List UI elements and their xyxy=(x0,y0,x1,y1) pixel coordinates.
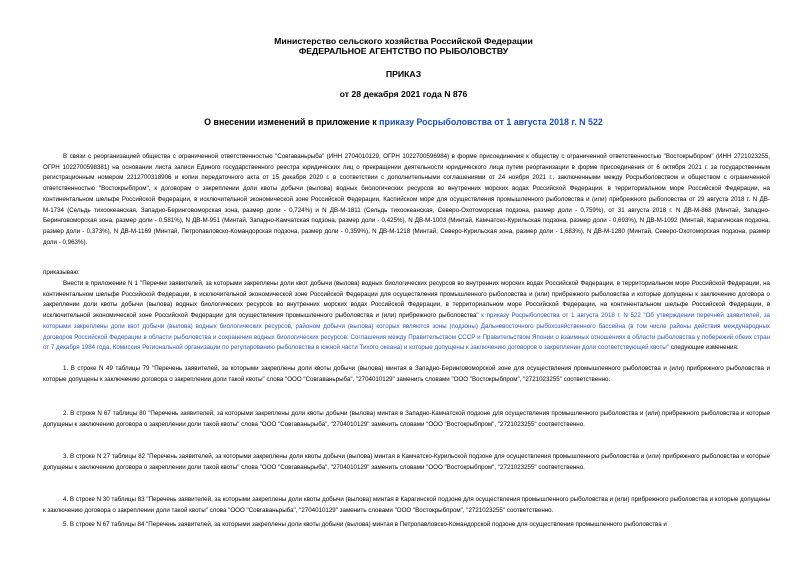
document-title xyxy=(0,117,807,127)
preamble-text: В связи с реорганизацией общества с ограниченной ответственностью "Совгаваньрыба" (ИНН 2704010129, ОГРН 1022700596984) в форме присоединения к обществу с ограниченной ответственностью "Востокрыбпром" (ИНН 2721023255, ОГРН 1022700598381) на основании листа записи Единого государственного реестра юридических лиц о прекращении деятельности юридического лица путем реорганизации в форме присоединения от 6 октября 2021 г. за государственным регистрационным номером 2212700318906 и копии передаточного акта от 15 декабря 2020 г. в соответствии с дополнительными соглашениями от 24 ноября 2021 г., заключенными между Росрыболовством и обществом с ограниченной ответственностью "Востокрыбпром", к договорам о закреплении доли квоты добычи (вылова) водных биологических ресурсов во внутренних морских водах Российской Федерации, в территориальном море Российской Федерации, на континентальном шельфе Российской Федерации, в исключительной экономической зоне Российской Федерации, Каспийском море для осуществления промышленного рыболовства и (или) прибрежного рыболовства от 29 августа 2018 г. N ДВ-М-1734 (Сельдь тихоокеанская, Западно-Беринговоморская зона, размер доли - 0,724%) и N ДВ-М-1811 (Сельдь тихоокеанская, Северо-Охотоморская подзона, размер доли - 0,759%), от 31 августа 2018 г. N ДВ-М-868 (Минтай, Западно-Беринговоморская зона, размер доли - 0,581%), N ДВ-М-951 (Минтай, Западно-Камчатская подзона, размер доли - 0,425%), N ДВ-М-1003 (Минтай, Камчатско-Курильская подзона, размер доли - 0,693%), N ДВ-М-1092 (Минтай, Карагинская подзона, размер доли - 0,373%), N ДВ-М-1169 (Минтай, Петропавловско-Командорская подзона, размер доли - 0,359%), N ДВ-М-1218 (Минтай, Северо-Курильская зона, размер доли - 1,683%), N ДВ-М-1280 (Минтай, Северо-Охотоморская подзона, размер доли - 0,963%). xyxy=(43,153,770,246)
agency-heading: ФЕДЕРАЛЬНОЕ АГЕНТСТВО ПО РЫБОЛОВСТВУ xyxy=(298,46,509,56)
ministry-heading: Министерство сельского хозяйства Российской Федерации xyxy=(274,36,533,46)
prikazyvayu-paragraph xyxy=(43,268,770,279)
item-1 xyxy=(43,364,770,385)
item-5-text: 5. В строке N 67 таблицы 84 "Перечень заявителей, за которыми закреплены доли квоты добычи (вылова) минтая в Петропавловско-Командорской подзоне для осуществления промышленного рыболовства и xyxy=(63,521,667,528)
amendment-paragraph xyxy=(43,279,770,354)
amendment-text xyxy=(43,279,770,354)
item-3 xyxy=(43,452,770,473)
item-4-text: 4. В строке N 30 таблицы 83 "Перечень заявителей, за которыми закреплены доли квоты добычи (вылова) минтая в Карагинской подзоне для осуществления промышленного рыболовства и (или) прибрежного рыболовства и которые допущены к заключению договора о закреплении доли такой квоты" слова "ООО "Совгаваньрыба", "2704010129" заменить словами "ООО "Востокрыбпром", "2721023255" соответственно. xyxy=(43,496,770,514)
item-1-text: 1. В строке N 49 таблицы 79 "Перечень заявителей, за которыми закреплены доли квоты добычи (вылова) минтая в Западно-Беринговоморской зоне для осуществления промышленного рыболовства и (или) прибрежного рыболовства и которые допущены к заключению договора о закреплении доли такой квоты" слова "ООО "Совгаваньрыба", "2704010129" заменить словами "ООО "Востокрыбпром", "2721023255" соответственно. xyxy=(43,365,770,383)
title-prefix: О внесении изменений в приложение к xyxy=(204,117,380,127)
amendment-text-end: следующие изменения: xyxy=(668,344,739,352)
title-link[interactable]: приказу Росрыболовства от 1 августа 2018 г. N 522 xyxy=(379,117,603,127)
prikazyvayu-text: приказываю: xyxy=(43,269,80,276)
item-3-text: 3. В строке N 27 таблицы 82 "Перечень заявителей, за которыми закреплены доли квоты добычи (вылова) минтая в Камчатско-Курильской подзоне для осуществления промышленного рыболовства и (или) прибрежного рыболовства и которые допущены к заключению договора о закреплении доли такой квоты" слова "ООО "Совгаваньрыба", "2704010129" заменить словами "ООО "Востокрыбпром", "2721023255" соответственно. xyxy=(43,453,770,471)
item-4 xyxy=(43,495,770,516)
item-2-text: 2. В строке N 67 таблицы 80 "Перечень заявителей, за которыми закреплены доли квоты добычи (вылова) минтая в Западно-Камчатской подзоне для осуществления промышленного рыболовства и (или) прибрежного рыболовства и которые допущены к заключению договора о закреплении доли такой квоты" слова "ООО "Совгаваньрыба", "2704010129" заменить словами "ООО "Востокрыбпром", "2721023255" соответственно. xyxy=(43,410,770,428)
order-522-link[interactable]: к приказу Росрыболовства от 1 августа 2018 г. N 522 "Об утверждении перечней заявителей, за которыми закреплены доли квот добычи (вылова) водных биологических ресурсов, районом добычи (вылова) которых являются зоны (подзоны) Дальневосточного рыбохозяйственного бассейна (в том числе районы действия международных договоров Российской Федерации в области рыболовства и сохранения водных биологических ресурсов: Соглашения между Правительством СССР и Правительством Японии о взаимных отношениях в области рыболовства у побережий обеих стран от 7 декабря 1984 года, Комиссия Региональной организации по регулированию рыболовства в южной части Тихого океана) и которые допущены к заключению договоров о закреплении доли соответствующей квоты" xyxy=(43,312,770,352)
preamble-paragraph xyxy=(43,152,770,248)
item-5 xyxy=(43,520,770,531)
doc-type-heading: ПРИКАЗ xyxy=(385,69,422,79)
amendment-text-start: Внести в приложение N 1 "Перечни заявителей, за которыми закреплены доли квот добычи (вылова) водных биологических ресурсов во внутренних морских водах Российской Федерации, в территориальном море Российской Федерации, на континентальном шельфе Российской Федерации, в исключительной экономической зоне Российской Федерации для осуществления промышленного рыболовства и (или) прибрежного рыболовства и которые допущены к заключению договора о закреплении доли квоты добычи (вылова) водных биологических ресурсов во внутренних морских водах Российской Федерации, в территориальном море Российской Федерации, на континентальном шельфе Российской Федерации, в исключительной экономической зоне Российской Федерации для осуществления промышленного рыболовства и (или) прибрежного рыболовства" xyxy=(43,280,770,320)
date-line: от 28 декабря 2021 года N 876 xyxy=(339,89,468,99)
item-2 xyxy=(43,409,770,430)
